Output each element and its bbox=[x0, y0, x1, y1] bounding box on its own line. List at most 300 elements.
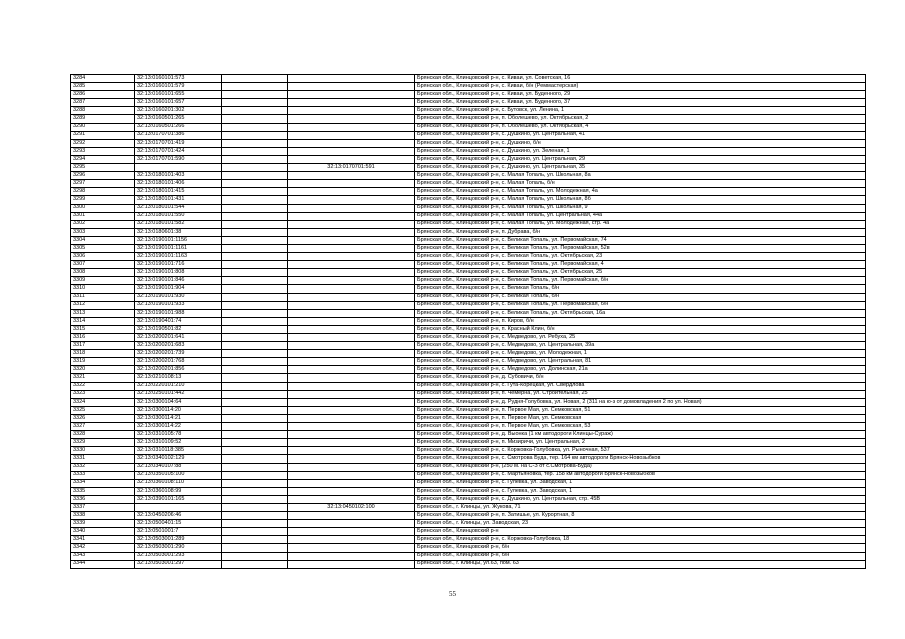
parent-cadastral-number-cell bbox=[288, 285, 415, 293]
address-cell: Брянская обл., г. Клинцы, ул. Заводская, 23 bbox=[415, 520, 866, 528]
cadastral-number-cell: 32:13:0180101:406 bbox=[135, 180, 222, 188]
extra-cell-cell bbox=[222, 552, 288, 560]
table-row bbox=[71, 374, 866, 382]
extra-cell-cell bbox=[222, 285, 288, 293]
table-row bbox=[71, 334, 866, 342]
parent-cadastral-number-cell bbox=[288, 479, 415, 487]
table-row bbox=[71, 212, 866, 220]
row-number-cell: 3292 bbox=[71, 139, 135, 147]
address-cell: Брянская обл., Клинцовский р-н, с. Киваи, б/н (Реммастерская) bbox=[415, 83, 866, 91]
address-cell: Брянская обл., Клинцовский р-н, с. Киваи, ул. Буденного, 29 bbox=[415, 91, 866, 99]
table-row bbox=[71, 350, 866, 358]
table-row bbox=[71, 552, 866, 560]
row-number-cell: 3314 bbox=[71, 317, 135, 325]
table-row bbox=[71, 228, 866, 236]
parent-cadastral-number-cell bbox=[288, 139, 415, 147]
parent-cadastral-number-cell bbox=[288, 220, 415, 228]
cadastral-number-cell: 32:13:0190101:988 bbox=[135, 309, 222, 317]
address-cell: Брянская обл., Клинцовский р-н, с. Смотрова Буда, тер. 164 км автодороги Брянск-Новозыбков bbox=[415, 455, 866, 463]
cadastral-number-cell: 32:13:0180101:403 bbox=[135, 172, 222, 180]
address-cell: Брянская обл., Клинцовский р-н, с. Киваи, ул. Буденного, 37 bbox=[415, 99, 866, 107]
parent-cadastral-number-cell bbox=[288, 99, 415, 107]
address-cell: Брянская обл., Клинцовский р-н, п. Оболешево, ул. Октябрьская, 4 bbox=[415, 123, 866, 131]
parent-cadastral-number-cell bbox=[288, 495, 415, 503]
cadastral-number-cell: 32:13:0160101:579 bbox=[135, 83, 222, 91]
table-row bbox=[71, 382, 866, 390]
parent-cadastral-number-cell bbox=[288, 544, 415, 552]
extra-cell-cell bbox=[222, 212, 288, 220]
cadastral-number-cell: 32:13:0390101:165 bbox=[135, 495, 222, 503]
cadastral-number-cell: 32:13:0501001:7 bbox=[135, 528, 222, 536]
cadastral-number-cell: 32:13:0300104:64 bbox=[135, 398, 222, 406]
row-number-cell: 3295 bbox=[71, 164, 135, 172]
parent-cadastral-number-cell bbox=[288, 75, 415, 83]
table-row bbox=[71, 155, 866, 163]
address-cell: Брянская обл., Клинцовский р-н, с. Великая Топаль, ул. Первомайская, 4 bbox=[415, 261, 866, 269]
table-row bbox=[71, 107, 866, 115]
extra-cell-cell bbox=[222, 439, 288, 447]
table-row bbox=[71, 528, 866, 536]
table-row bbox=[71, 463, 866, 471]
address-cell: Брянская обл., Клинцовский р-н, с. Душкино, ул. Центральная, 29 bbox=[415, 155, 866, 163]
parent-cadastral-number-cell bbox=[288, 293, 415, 301]
row-number-cell: 3300 bbox=[71, 204, 135, 212]
address-cell: Брянская обл., Клинцовский р-н, с. Душкино, ул. Центральная, 35 bbox=[415, 164, 866, 172]
table-row bbox=[71, 75, 866, 83]
extra-cell-cell bbox=[222, 155, 288, 163]
table-row bbox=[71, 115, 866, 123]
cadastral-number-cell: 32:13:0170701:419 bbox=[135, 139, 222, 147]
table-row bbox=[71, 164, 866, 172]
parent-cadastral-number-cell bbox=[288, 212, 415, 220]
extra-cell-cell bbox=[222, 180, 288, 188]
extra-cell-cell bbox=[222, 244, 288, 252]
table-row bbox=[71, 204, 866, 212]
cadastral-number-cell: 32:13:0170701:424 bbox=[135, 147, 222, 155]
row-number-cell: 3284 bbox=[71, 75, 135, 83]
parent-cadastral-number-cell bbox=[288, 91, 415, 99]
address-cell: Брянская обл., Клинцовский р-н, с. Малая Топаль, ул. Школьная, 9 bbox=[415, 204, 866, 212]
address-cell: Брянская обл., Клинцовский р-н, с. Бутовск, ул. Ленина, 1 bbox=[415, 107, 866, 115]
table-row bbox=[71, 123, 866, 131]
cadastral-number-cell: 32:13:0180101:550 bbox=[135, 212, 222, 220]
address-cell: Брянская обл., Клинцовский р-н, с. Медведово, ул. Молодежная, 1 bbox=[415, 350, 866, 358]
row-number-cell: 3311 bbox=[71, 293, 135, 301]
extra-cell-cell bbox=[222, 309, 288, 317]
extra-cell-cell bbox=[222, 536, 288, 544]
parent-cadastral-number-cell bbox=[288, 244, 415, 252]
extra-cell-cell bbox=[222, 196, 288, 204]
extra-cell-cell bbox=[222, 83, 288, 91]
cadastral-number-cell: 32:13:0200201:739 bbox=[135, 350, 222, 358]
cadastral-number-cell: 32:13:0300114:21 bbox=[135, 414, 222, 422]
extra-cell-cell bbox=[222, 293, 288, 301]
row-number-cell: 3337 bbox=[71, 503, 135, 511]
row-number-cell: 3313 bbox=[71, 309, 135, 317]
parent-cadastral-number-cell bbox=[288, 463, 415, 471]
cadastral-number-cell: 32:13:0340102:129 bbox=[135, 455, 222, 463]
extra-cell-cell bbox=[222, 277, 288, 285]
address-cell: Брянская обл., Клинцовский р-н, п. Мизиричи, ул. Центральная, 2 bbox=[415, 439, 866, 447]
row-number-cell: 3339 bbox=[71, 520, 135, 528]
cadastral-number-cell: 32:13:0190101:933 bbox=[135, 301, 222, 309]
table-row bbox=[71, 139, 866, 147]
address-cell: Брянская обл., Клинцовский р-н, п. Красный Клин, б/н bbox=[415, 325, 866, 333]
row-number-cell: 3306 bbox=[71, 253, 135, 261]
parent-cadastral-number-cell bbox=[288, 512, 415, 520]
parent-cadastral-number-cell bbox=[288, 253, 415, 261]
address-cell: Брянская обл., Клинцовский р-н, с. Медведово, ул. Ребуха, 25 bbox=[415, 334, 866, 342]
row-number-cell: 3289 bbox=[71, 115, 135, 123]
table-row bbox=[71, 455, 866, 463]
row-number-cell: 3297 bbox=[71, 180, 135, 188]
table-row bbox=[71, 512, 866, 520]
address-cell: Брянская обл., Клинцовский р-н, с. Коржовка-Голубовка, ул. Рыночная, 537 bbox=[415, 447, 866, 455]
row-number-cell: 3309 bbox=[71, 277, 135, 285]
table-row bbox=[71, 180, 866, 188]
row-number-cell: 3293 bbox=[71, 147, 135, 155]
table-row bbox=[71, 439, 866, 447]
parent-cadastral-number-cell bbox=[288, 172, 415, 180]
row-number-cell: 3318 bbox=[71, 350, 135, 358]
cadastral-number-cell: 32:13:0170701:386 bbox=[135, 131, 222, 139]
cadastral-number-cell: 32:13:0190101:904 bbox=[135, 285, 222, 293]
cadastral-number-cell: 32:13:0310105:78 bbox=[135, 431, 222, 439]
row-number-cell: 3291 bbox=[71, 131, 135, 139]
address-cell: Брянская обл., Клинцовский р-н, с. Малая Топаль, ул. Молодежная, стр. 4а bbox=[415, 220, 866, 228]
extra-cell-cell bbox=[222, 204, 288, 212]
extra-cell-cell bbox=[222, 115, 288, 123]
extra-cell-cell bbox=[222, 342, 288, 350]
table-row bbox=[71, 431, 866, 439]
table-row bbox=[71, 544, 866, 552]
address-cell: Брянская обл., Клинцовский р-н, с. Киваи, ул. Советская, 16 bbox=[415, 75, 866, 83]
table-row bbox=[71, 309, 866, 317]
row-number-cell: 3290 bbox=[71, 123, 135, 131]
address-cell: Брянская обл., Клинцовский р-н, с. Гута-Корецкая, ул. Свердлова bbox=[415, 382, 866, 390]
address-cell: Брянская обл., Клинцовский р-н, с. Великая Топаль, ул. Первомайская, б/н bbox=[415, 277, 866, 285]
row-number-cell: 3326 bbox=[71, 414, 135, 422]
parent-cadastral-number-cell bbox=[288, 325, 415, 333]
address-cell: Брянская обл., Клинцовский р-н, с. Великая Топаль, ул. Октябрьская, 16а bbox=[415, 309, 866, 317]
extra-cell-cell bbox=[222, 560, 288, 568]
address-cell: Брянская обл., Клинцовский р-н, с. Великая Топаль, ул. Октябрьская, 23 bbox=[415, 253, 866, 261]
parent-cadastral-number-cell bbox=[288, 431, 415, 439]
table-row bbox=[71, 447, 866, 455]
address-cell: Брянская обл., г. Клинцы, ул. Жукова, 71 bbox=[415, 503, 866, 511]
extra-cell-cell bbox=[222, 544, 288, 552]
table-row bbox=[71, 414, 866, 422]
row-number-cell: 3298 bbox=[71, 188, 135, 196]
table-row bbox=[71, 495, 866, 503]
address-cell: Брянская обл., Клинцовский р-н, с. Медведово, ул. Центральная, 81 bbox=[415, 358, 866, 366]
parent-cadastral-number-cell bbox=[288, 439, 415, 447]
table-row bbox=[71, 196, 866, 204]
address-cell: Брянская обл., Клинцовский р-н, п. Первое Мая, ул. Семковская, 51 bbox=[415, 406, 866, 414]
address-cell: Брянская обл., Клинцовский р-н, с. Великая Топаль, ул. Первомайская, 52в bbox=[415, 244, 866, 252]
row-number-cell: 3316 bbox=[71, 334, 135, 342]
table-row bbox=[71, 99, 866, 107]
extra-cell-cell bbox=[222, 487, 288, 495]
extra-cell-cell bbox=[222, 358, 288, 366]
cadastral-number-cell: 32:13:0190501:82 bbox=[135, 325, 222, 333]
extra-cell-cell bbox=[222, 261, 288, 269]
row-number-cell: 3333 bbox=[71, 471, 135, 479]
address-cell: Брянская обл., Клинцовский р-н, с. Великая Топаль, б/н bbox=[415, 293, 866, 301]
cadastral-number-cell: 32:13:0160101:573 bbox=[135, 75, 222, 83]
table-row bbox=[71, 285, 866, 293]
address-cell: Брянская обл., Клинцовский р-н, д. Рудня-Голубовка, ул. Новая, 2 (311 на ю-з от домовладения 2 по ул. Новая) bbox=[415, 398, 866, 406]
row-number-cell: 3299 bbox=[71, 196, 135, 204]
parent-cadastral-number-cell bbox=[288, 536, 415, 544]
row-number-cell: 3329 bbox=[71, 439, 135, 447]
table-row bbox=[71, 366, 866, 374]
address-cell: Брянская обл., Клинцовский р-н, п. Первое Мая, ул. Семковская, 53 bbox=[415, 423, 866, 431]
row-number-cell: 3325 bbox=[71, 406, 135, 414]
parent-cadastral-number-cell bbox=[288, 269, 415, 277]
extra-cell-cell bbox=[222, 236, 288, 244]
row-number-cell: 3315 bbox=[71, 325, 135, 333]
parent-cadastral-number-cell bbox=[288, 366, 415, 374]
parent-cadastral-number-cell bbox=[288, 131, 415, 139]
cadastral-number-cell bbox=[135, 503, 222, 511]
parent-cadastral-number-cell bbox=[288, 471, 415, 479]
address-cell: Брянская обл., Клинцовский р-н, (250 м. на С-З от с.Смотрова-Буда) bbox=[415, 463, 866, 471]
address-cell: Брянская обл., Клинцовский р-н, с. Малая Топаль, ул. Центральная, 44а bbox=[415, 212, 866, 220]
row-number-cell: 3335 bbox=[71, 487, 135, 495]
extra-cell-cell bbox=[222, 463, 288, 471]
row-number-cell: 3305 bbox=[71, 244, 135, 252]
cadastral-number-cell: 32:13:0250101:442 bbox=[135, 390, 222, 398]
address-cell: Брянская обл., Клинцовский р-н, п. Оболешево, ул. Октябрьская, 2 bbox=[415, 115, 866, 123]
address-cell: Брянская обл., Клинцовский р-н, с. Малая Топаль, ул. Школьная, 8б bbox=[415, 196, 866, 204]
cadastral-number-cell: 32:13:0360108:110 bbox=[135, 479, 222, 487]
cadastral-number-cell: 32:13:0170701:590 bbox=[135, 155, 222, 163]
cadastral-number-cell: 32:13:0503001:293 bbox=[135, 552, 222, 560]
cadastral-number-cell: 32:13:0190101:808 bbox=[135, 269, 222, 277]
table-row bbox=[71, 520, 866, 528]
extra-cell-cell bbox=[222, 414, 288, 422]
table-row bbox=[71, 236, 866, 244]
extra-cell-cell bbox=[222, 503, 288, 511]
cadastral-number-cell: 32:13:0180601:38 bbox=[135, 228, 222, 236]
extra-cell-cell bbox=[222, 99, 288, 107]
extra-cell-cell bbox=[222, 228, 288, 236]
cadastral-number-cell: 32:13:0180101:415 bbox=[135, 188, 222, 196]
extra-cell-cell bbox=[222, 520, 288, 528]
table-row bbox=[71, 342, 866, 350]
parent-cadastral-number-cell bbox=[288, 414, 415, 422]
table-row bbox=[71, 390, 866, 398]
extra-cell-cell bbox=[222, 350, 288, 358]
extra-cell-cell bbox=[222, 188, 288, 196]
address-cell: Брянская обл., Клинцовский р-н, с. Малая Топаль, ул. Молодежная, 4а bbox=[415, 188, 866, 196]
row-number-cell: 3338 bbox=[71, 512, 135, 520]
parent-cadastral-number-cell bbox=[288, 447, 415, 455]
extra-cell-cell bbox=[222, 423, 288, 431]
table-row bbox=[71, 188, 866, 196]
row-number-cell: 3307 bbox=[71, 261, 135, 269]
row-number-cell: 3340 bbox=[71, 528, 135, 536]
parent-cadastral-number-cell bbox=[288, 107, 415, 115]
address-cell: Брянская обл., Клинцовский р-н, д. Выонка (1 км автодороги Клинцы-Сураж) bbox=[415, 431, 866, 439]
parent-cadastral-number-cell bbox=[288, 236, 415, 244]
address-cell: Брянская обл., Клинцовский р-н, п. Первое Мая, ул. Семковская bbox=[415, 414, 866, 422]
cadastral-number-cell: 32:13:0200201:641 bbox=[135, 334, 222, 342]
row-number-cell: 3296 bbox=[71, 172, 135, 180]
table-row bbox=[71, 301, 866, 309]
parent-cadastral-number-cell bbox=[288, 374, 415, 382]
row-number-cell: 3301 bbox=[71, 212, 135, 220]
table-row bbox=[71, 244, 866, 252]
parent-cadastral-number-cell bbox=[288, 228, 415, 236]
cadastral-number-cell: 32:13:0180101:582 bbox=[135, 220, 222, 228]
extra-cell-cell bbox=[222, 139, 288, 147]
extra-cell-cell bbox=[222, 390, 288, 398]
table-row bbox=[71, 269, 866, 277]
cadastral-number-cell: 32:13:0180101:544 bbox=[135, 204, 222, 212]
parent-cadastral-number-cell bbox=[288, 423, 415, 431]
parent-cadastral-number-cell bbox=[288, 350, 415, 358]
row-number-cell: 3286 bbox=[71, 91, 135, 99]
address-cell: Брянская обл., Клинцовский р-н, б/н bbox=[415, 544, 866, 552]
table-row bbox=[71, 220, 866, 228]
extra-cell-cell bbox=[222, 220, 288, 228]
row-number-cell: 3294 bbox=[71, 155, 135, 163]
parent-cadastral-number-cell bbox=[288, 83, 415, 91]
registry-table-body bbox=[71, 75, 866, 569]
address-cell: Брянская обл., Клинцовский р-н, с. Медведово, ул. Центральная, 39а bbox=[415, 342, 866, 350]
cadastral-number-cell: 32:13:0160501:265 bbox=[135, 115, 222, 123]
parent-cadastral-number-cell bbox=[288, 334, 415, 342]
extra-cell-cell bbox=[222, 123, 288, 131]
parent-cadastral-number-cell bbox=[288, 188, 415, 196]
row-number-cell: 3322 bbox=[71, 382, 135, 390]
cadastral-number-cell: 32:13:0300114:20 bbox=[135, 406, 222, 414]
extra-cell-cell bbox=[222, 406, 288, 414]
table-row bbox=[71, 91, 866, 99]
address-cell: Брянская обл., Клинцовский р-н, п. Киров, б/н bbox=[415, 317, 866, 325]
address-cell: Брянская обл., Клинцовский р-н, п. Затишье, ул. Курортная, 8 bbox=[415, 512, 866, 520]
cadastral-number-cell bbox=[135, 164, 222, 172]
row-number-cell: 3288 bbox=[71, 107, 135, 115]
extra-cell-cell bbox=[222, 431, 288, 439]
parent-cadastral-number-cell bbox=[288, 155, 415, 163]
cadastral-number-cell: 32:13:0160201:302 bbox=[135, 107, 222, 115]
parent-cadastral-number-cell bbox=[288, 520, 415, 528]
table-row bbox=[71, 253, 866, 261]
extra-cell-cell bbox=[222, 471, 288, 479]
cadastral-number-cell: 32:13:0190101:846 bbox=[135, 277, 222, 285]
parent-cadastral-number-cell: 32:13:0450102:100 bbox=[288, 503, 415, 511]
cadastral-number-cell: 32:13:0190401:74 bbox=[135, 317, 222, 325]
parent-cadastral-number-cell bbox=[288, 309, 415, 317]
row-number-cell: 3304 bbox=[71, 236, 135, 244]
extra-cell-cell bbox=[222, 147, 288, 155]
parent-cadastral-number-cell bbox=[288, 204, 415, 212]
extra-cell-cell bbox=[222, 269, 288, 277]
row-number-cell: 3341 bbox=[71, 536, 135, 544]
address-cell: Брянская обл., Клинцовский р-н, п. Чемерна, ул. Строительная, 25 bbox=[415, 390, 866, 398]
row-number-cell: 3324 bbox=[71, 398, 135, 406]
extra-cell-cell bbox=[222, 479, 288, 487]
parent-cadastral-number-cell bbox=[288, 560, 415, 568]
parent-cadastral-number-cell bbox=[288, 180, 415, 188]
parent-cadastral-number-cell bbox=[288, 390, 415, 398]
table-row bbox=[71, 147, 866, 155]
cadastral-number-cell: 32:13:0350105:100 bbox=[135, 471, 222, 479]
address-cell: Брянская обл., Клинцовский р-н, с. Душкино, ул. Центральная, 41 bbox=[415, 131, 866, 139]
address-cell: Брянская обл., Клинцовский р-н, с. Душкино, ул. Центральная, стр. 45В bbox=[415, 495, 866, 503]
extra-cell-cell bbox=[222, 325, 288, 333]
address-cell: Брянская обл., Клинцовский р-н, с. Мартьяновка, тер. 158 км автодороги Брянск-Новозыбков bbox=[415, 471, 866, 479]
cadastral-number-cell: 32:13:0190101:930 bbox=[135, 293, 222, 301]
table-row bbox=[71, 131, 866, 139]
cadastral-number-cell: 32:13:0160101:655 bbox=[135, 91, 222, 99]
address-cell: Брянская обл., Клинцовский р-н, с. Гулевка, ул. Заводская, 1 bbox=[415, 487, 866, 495]
extra-cell-cell bbox=[222, 374, 288, 382]
parent-cadastral-number-cell bbox=[288, 455, 415, 463]
row-number-cell: 3342 bbox=[71, 544, 135, 552]
parent-cadastral-number-cell bbox=[288, 382, 415, 390]
address-cell: Брянская обл., Клинцовский р-н, с. Душкино, б/н bbox=[415, 139, 866, 147]
table-row bbox=[71, 479, 866, 487]
address-cell: Брянская обл., Клинцовский р-н, д. Субовичи, б/н bbox=[415, 374, 866, 382]
parent-cadastral-number-cell: 32:13:0170701:591 bbox=[288, 164, 415, 172]
address-cell: Брянская обл., Клинцовский р-н, с. Душкино, ул. Зеленая, 1 bbox=[415, 147, 866, 155]
cadastral-number-cell: 32:13:0160501:266 bbox=[135, 123, 222, 131]
row-number-cell: 3308 bbox=[71, 269, 135, 277]
row-number-cell: 3332 bbox=[71, 463, 135, 471]
address-cell: Брянская обл., Клинцовский р-н, с. Великая Топаль, б/н bbox=[415, 285, 866, 293]
cadastral-number-cell: 32:13:0210108:13 bbox=[135, 374, 222, 382]
table-row bbox=[71, 536, 866, 544]
cadastral-number-cell: 32:13:0220101:210 bbox=[135, 382, 222, 390]
parent-cadastral-number-cell bbox=[288, 406, 415, 414]
table-row bbox=[71, 358, 866, 366]
parent-cadastral-number-cell bbox=[288, 398, 415, 406]
row-number-cell: 3285 bbox=[71, 83, 135, 91]
cadastral-number-cell: 32:13:0340107:88 bbox=[135, 463, 222, 471]
parent-cadastral-number-cell bbox=[288, 277, 415, 285]
extra-cell-cell bbox=[222, 131, 288, 139]
extra-cell-cell bbox=[222, 75, 288, 83]
row-number-cell: 3302 bbox=[71, 220, 135, 228]
extra-cell-cell bbox=[222, 107, 288, 115]
extra-cell-cell bbox=[222, 253, 288, 261]
table-row bbox=[71, 471, 866, 479]
table-row bbox=[71, 317, 866, 325]
address-cell: Брянская обл., Клинцовский р-н, с. Малая Топаль, ул. Школьная, 8а bbox=[415, 172, 866, 180]
table-row bbox=[71, 503, 866, 511]
table-row bbox=[71, 83, 866, 91]
address-cell: Брянская обл., Клинцовский р-н, с. Медведово, ул. Долинская, 21а bbox=[415, 366, 866, 374]
address-cell: Брянская обл., Клинцовский р-н bbox=[415, 528, 866, 536]
row-number-cell: 3310 bbox=[71, 285, 135, 293]
table-row bbox=[71, 277, 866, 285]
parent-cadastral-number-cell bbox=[288, 552, 415, 560]
parent-cadastral-number-cell bbox=[288, 317, 415, 325]
parent-cadastral-number-cell bbox=[288, 358, 415, 366]
row-number-cell: 3323 bbox=[71, 390, 135, 398]
parent-cadastral-number-cell bbox=[288, 115, 415, 123]
address-cell: Брянская обл., Клинцовский р-н, с. Малая Топаль, б/н bbox=[415, 180, 866, 188]
cadastral-number-cell: 32:13:0300114:22 bbox=[135, 423, 222, 431]
row-number-cell: 3328 bbox=[71, 431, 135, 439]
row-number-cell: 3312 bbox=[71, 301, 135, 309]
row-number-cell: 3330 bbox=[71, 447, 135, 455]
extra-cell-cell bbox=[222, 382, 288, 390]
